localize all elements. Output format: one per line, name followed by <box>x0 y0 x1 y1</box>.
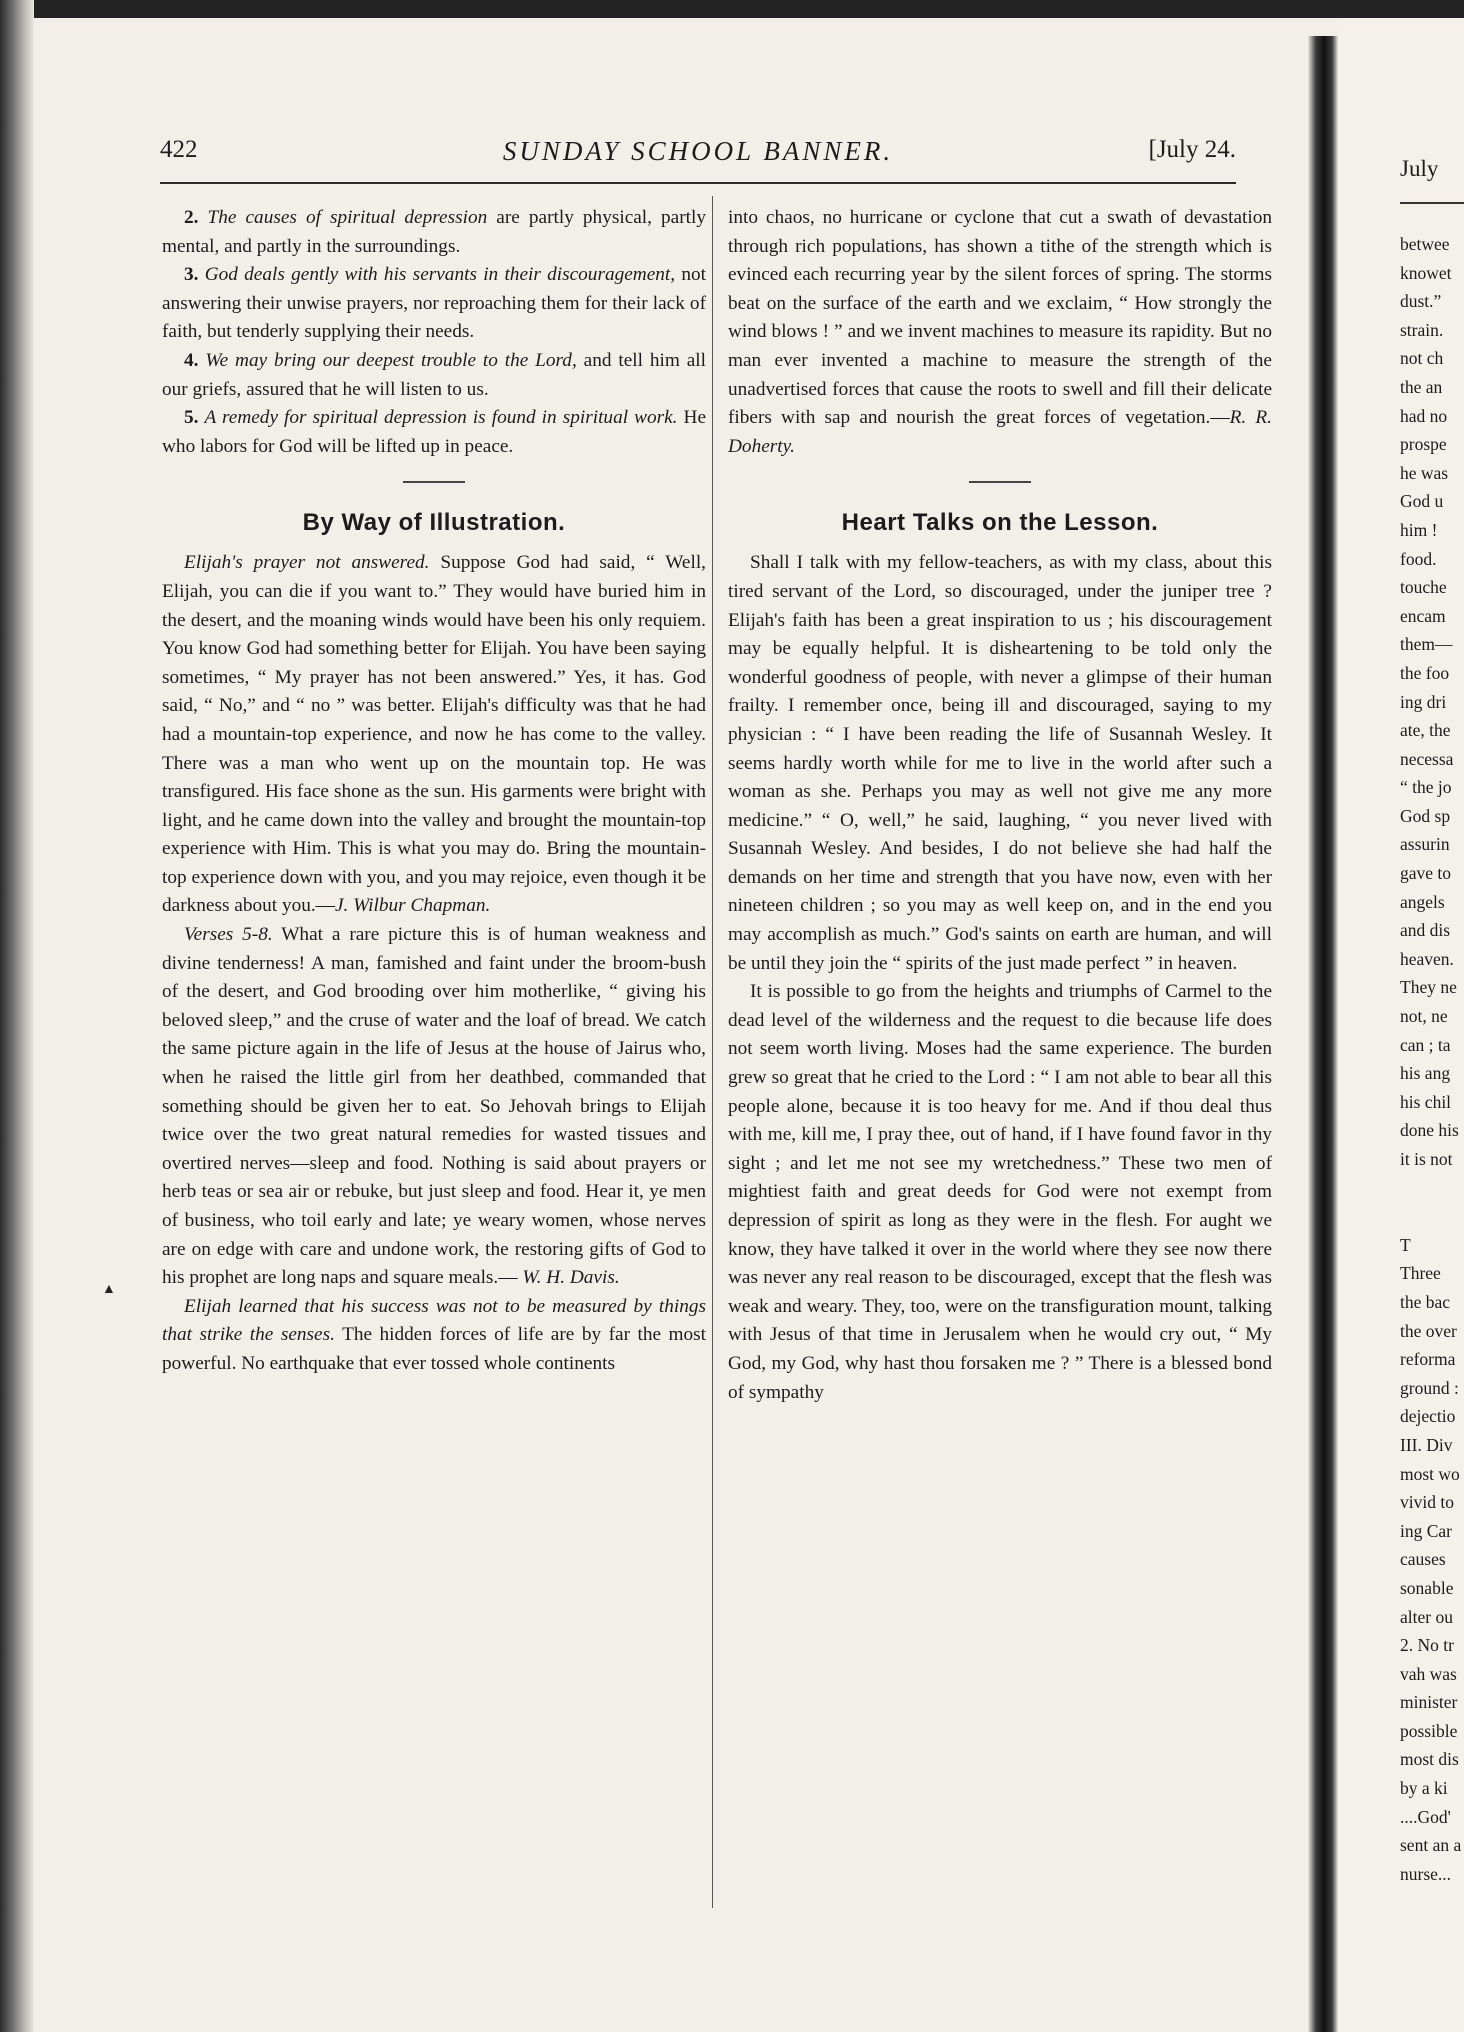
facing-page-line: encam <box>1400 605 1446 626</box>
facing-page-line: vivid to <box>1400 1492 1454 1513</box>
facing-page-header: July <box>1400 156 1439 181</box>
facing-page-line: dejectio <box>1400 1406 1456 1427</box>
facing-page-line: betwee <box>1400 234 1450 254</box>
facing-page-line: heaven. <box>1400 948 1454 969</box>
book-gutter <box>1308 36 1338 2032</box>
facing-page-line: nurse... <box>1400 1863 1452 1884</box>
facing-page-line: ground : <box>1400 1377 1459 1398</box>
facing-page-line: prospe <box>1400 434 1447 455</box>
facing-page-line: angels <box>1400 891 1445 912</box>
facing-page-rule <box>1400 202 1464 204</box>
facing-page-line: ....God' <box>1400 1806 1451 1827</box>
facing-page-line: God sp <box>1400 805 1451 826</box>
facing-page-line: not, ne <box>1400 1006 1448 1027</box>
facing-page-line: ate, the <box>1400 720 1451 741</box>
author-signature: R. R. Doherty. <box>728 407 1272 457</box>
facing-page-line: his ang <box>1400 1063 1451 1084</box>
heart-talks-heading: Heart Talks on the Lesson. <box>841 509 1159 537</box>
facing-page-line: gave to <box>1400 863 1452 884</box>
facing-page-line: food. <box>1400 548 1437 569</box>
facing-page-line: III. Div <box>1400 1434 1453 1455</box>
facing-page-line <box>1400 1202 1461 1231</box>
facing-page-line: causes <box>1400 1549 1446 1570</box>
facing-page-line: They ne <box>1400 977 1457 998</box>
facing-page <box>1338 18 1464 2032</box>
facing-page-line: by a ki <box>1400 1778 1448 1799</box>
facing-page-line: ing dri <box>1400 691 1447 712</box>
scan-left-edge <box>0 0 34 2032</box>
facing-page-line: he was <box>1400 462 1449 483</box>
facing-page-line: necessa <box>1400 748 1454 769</box>
section-separator <box>403 481 465 483</box>
illustration-paragraph: Verses 5-8. What a rare picture this is of human weakness and divine tenderness! A man, famished and faint under the broom-bush of the desert, and God brooding over him motherlike, “ giving his beloved sleep,” and the cruse of water and the loaf of bread. We catch the same picture again in the life of Jesus at the house of Jairus who, when he raised the little girl from her deathbed, commanded that something should be given her to eat. So Jehovah brings to Elijah twice over the two great natural remedies for wasted tissues and overtired nerves—sleep and food. Nothing is said about prayers or herb teas or sea air or rebuke, but just sleep and food. Hear it, ye men of business, who toil early and late; ye weary women, whose nerves are on edge with care and undone work, the restoring gifts of God to his prophet are long naps and square meals.— W. H. Davis. <box>162 924 707 1289</box>
facing-page-line: vah was <box>1400 1663 1457 1684</box>
facing-page-line: God u <box>1400 491 1444 512</box>
facing-page-line: it is not <box>1400 1149 1453 1169</box>
facing-page-line: most wo <box>1400 1463 1460 1484</box>
facing-page-line: Three <box>1400 1263 1441 1284</box>
facing-page-line: possible <box>1400 1720 1458 1741</box>
column-divider <box>712 196 713 1908</box>
facing-page-line: and dis <box>1400 920 1451 941</box>
facing-page-line: done his <box>1400 1120 1459 1141</box>
point-3: 3. God deals gently with his servants in their discouragement, not answering their unwise prayers, nor reproaching them for their lack of faith, but tenderly supplying their needs. <box>162 264 706 343</box>
facing-page-line: alter ou <box>1400 1606 1453 1627</box>
page-number: 422 <box>160 136 198 163</box>
facing-page-line: the an <box>1400 376 1443 397</box>
author-signature: J. Wilbur Chapman. <box>334 895 491 917</box>
facing-page-text <box>1400 230 1461 1888</box>
facing-page-line: “ the jo <box>1400 777 1452 798</box>
facing-page-line: most dis <box>1400 1749 1459 1770</box>
facing-page-line: had no <box>1400 405 1448 426</box>
facing-page-line: assurin <box>1400 834 1450 855</box>
facing-page-line: not ch <box>1400 348 1444 369</box>
facing-page-line: the foo <box>1400 662 1450 683</box>
facing-page-line: the bac <box>1400 1291 1451 1312</box>
facing-page-line: 2. No tr <box>1400 1635 1454 1656</box>
margin-mark: ▲ <box>102 1282 116 1297</box>
facing-page-line <box>1400 1174 1461 1203</box>
facing-page-line: them— <box>1400 634 1453 655</box>
facing-page-line: him ! <box>1400 519 1438 540</box>
author-signature: W. H. Davis. <box>522 1267 620 1289</box>
facing-page-line: can ; ta <box>1400 1034 1451 1055</box>
facing-page-line: touche <box>1400 577 1447 598</box>
point-2: 2. The causes of spiritual depression are partly physical, partly mental, and partly in the surroundings. <box>162 207 707 257</box>
facing-page-line: sent an a <box>1400 1835 1462 1856</box>
facing-page-line: the over <box>1400 1320 1457 1341</box>
heart-talks-paragraph: Shall I talk with my fellow-teachers, as with my class, about this tired servant of the Lord, so discouraged, under the juniper tree ? Elijah's faith has been a great inspiration to us ; his discouragement may be equally helpful. It is disheartening to be told only the wonderful goodness of people, with never a glimpse of their human frailty. I remember once, being ill and discouraged, saying to my physician : “ I have been reading the life of Susannah Wesley. It seems hardly worth while for me to live in the world after such a woman as she. Perhaps you may as well not give me any more medicine.” “ O, well,” he said, laughing, “ you never lived with Susannah Wesley. And besides, I do not believe she had half the demands on her time and strength that you have now, even with her nineteen children ; so you may as well keep on, and in the end you may accomplish as much.” God's saints on earth are human, and will be until they join the “ spirits of the just made perfect ” in heaven. <box>728 552 1272 974</box>
facing-page-line: his chil <box>1400 1091 1452 1112</box>
point-4: 4. We may bring our deepest trouble to the Lord, and tell him all our griefs, assured that he will listen to us. <box>162 349 706 400</box>
right-column <box>728 204 1272 1407</box>
facing-page-line: dust.” <box>1400 291 1442 312</box>
scan-top-border <box>0 0 1464 18</box>
section-separator <box>969 481 1031 483</box>
left-column <box>162 204 706 1379</box>
facing-page-line: strain. <box>1400 319 1444 340</box>
journal-title: SUNDAY SCHOOL BANNER. <box>502 136 894 166</box>
illustration-heading: By Way of Illustration. <box>302 509 566 537</box>
facing-page-line: sonable <box>1400 1577 1454 1598</box>
continuation-paragraph: into chaos, no hurricane or cyclone that cut a swath of devastation through rich populations, has shown a tithe of the strength which is evinced each recurring year by the silent forces of spring. The storms beat on the surface of the earth and we exclaim, “ How strongly the wind blows ! ” and we invent machines to measure its rapidity. But no man ever invented a machine to measure the strength of the unadvertised forces that cause the roots to swell and fill their delicate fibers with sap and nourish the great forces of vegetation.—R. R. Doherty. <box>728 207 1272 457</box>
point-5: 5. A remedy for spiritual depression is found in spiritual work. He who labors for God will be lifted up in peace. <box>162 407 707 457</box>
illustration-paragraph: Elijah learned that his success was not to be measured by things that strike the senses. The hidden forces of life are by far the most powerful. No earthquake that ever tossed whole continents <box>162 1295 707 1374</box>
facing-page-line: reforma <box>1400 1349 1456 1370</box>
facing-page-line: ing Car <box>1400 1520 1453 1541</box>
illustration-paragraph: Elijah's prayer not answered. Suppose God had said, “ Well, Elijah, you can die if you want to.” They would have buried him in the desert, and the moaning winds would have been his only requiem. You know God had something better for Elijah. You have been saying sometimes, “ My prayer has not been answered.” Yes, it has. God said, “ No,” and “ no ” was better. Elijah's difficulty was that he had had a mountain-top experience, and now he has come to the valley. There was a man who went up on the mountain top. He was transfigured. His face shone as the sun. His garments were bright with light, and he came down into the valley and brought the mountain-top experience with Him. This is what you may do. Bring the mountain-top experience down with you, and you may rejoice, even though it be darkness about you.—J. Wilbur Chapman. <box>162 552 706 917</box>
facing-page-line: T <box>1400 1234 1411 1255</box>
running-head <box>160 136 1236 172</box>
facing-page-line: minister <box>1400 1692 1458 1713</box>
header-rule <box>160 182 1236 184</box>
issue-date: [July 24. <box>1148 136 1236 163</box>
facing-page-line: knowet <box>1400 262 1452 283</box>
heart-talks-paragraph: It is possible to go from the heights and triumphs of Carmel to the dead level of the wilderness and the request to die because life does not seem worth living. Moses had the same experience. The burden grew so great that he cried to the Lord : “ I am not able to bear all this people alone, because it is too heavy for me. And if thou deal thus with me, kill me, I pray thee, out of hand, if I have found favor in thy sight ; and let me not see my wretchedness.” These two men of mightiest faith and great deeds for God were not exempt from depression of spirit as long as they were in the flesh. For aught we know, they have talked it over in the world where they see now there was never any real reason to be discouraged, except that the flesh was weak and weary. They, too, were on the transfiguration mount, talking with Jesus of that time in Jerusalem when he would cry out, “ My God, my God, why hast thou forsaken me ? ” There is a blessed bond of sympathy <box>728 981 1272 1403</box>
